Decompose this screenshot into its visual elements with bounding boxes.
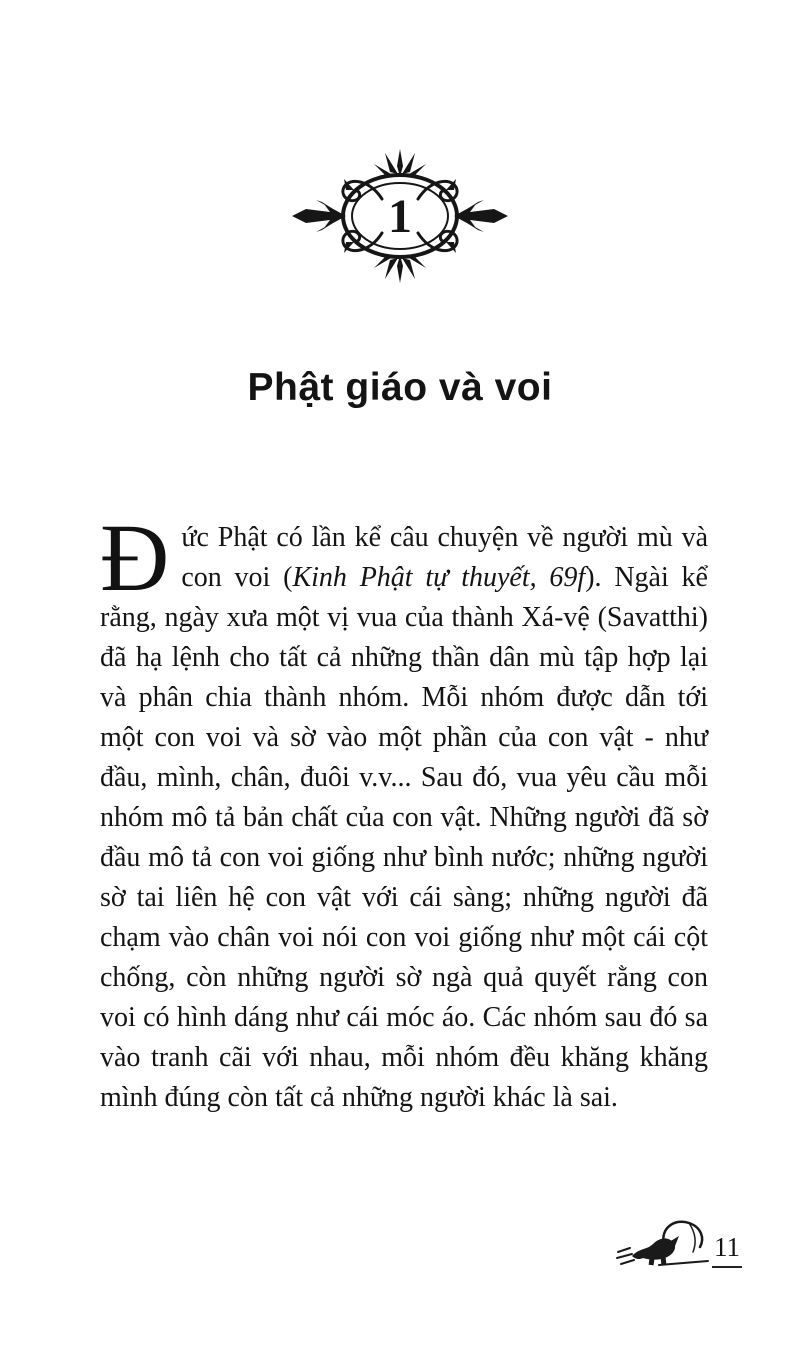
page-number: 11 bbox=[712, 1234, 742, 1268]
drop-cap: Đ bbox=[100, 504, 170, 611]
page-footer bbox=[615, 1216, 742, 1268]
chapter-ornament bbox=[290, 146, 510, 291]
paragraph bbox=[100, 504, 708, 1118]
paragraph-text-rest: ). Ngài kể rằng, ngày xưa một vị vua của thành Xá-vệ (Savatthi) đã hạ lệnh cho tất cả những thần dân mù tập hợp lại và phân chia thành nhóm. Mỗi nhóm được dẫn tới một con voi và sờ vào một phần của con vật - như đầu, mình, chân, đuôi v.v... Sau đó, vua yêu cầu mỗi nhóm mô tả bản chất của con vật. Những người đã sờ đầu mô tả con voi giống như bình nước; những người sờ tai liên hệ con vật với cái sàng; những người đã chạm vào chân voi nói con voi giống như một cái cột chống, còn những người sờ ngà quả quyết rằng con voi có hình dáng như cái móc áo. Các nhóm sau đó sa vào tranh cãi với nhau, mỗi nhóm đều khăng khăng mình đúng còn tất cả những người khác là sai. bbox=[100, 562, 708, 1113]
paragraph-text-lead: ức Phật có lần kể câu chuyện về người mù và con voi ( bbox=[181, 522, 708, 593]
paragraph-citation: Kinh Phật tự thuyết, 69f bbox=[292, 562, 586, 593]
body-text bbox=[100, 504, 708, 1118]
elephant-sketch-icon bbox=[615, 1216, 710, 1268]
chapter-title: Phật giáo và voi bbox=[247, 366, 553, 409]
chapter-ornament-frame-icon bbox=[290, 146, 510, 286]
chapter-number: 1 bbox=[388, 190, 412, 243]
